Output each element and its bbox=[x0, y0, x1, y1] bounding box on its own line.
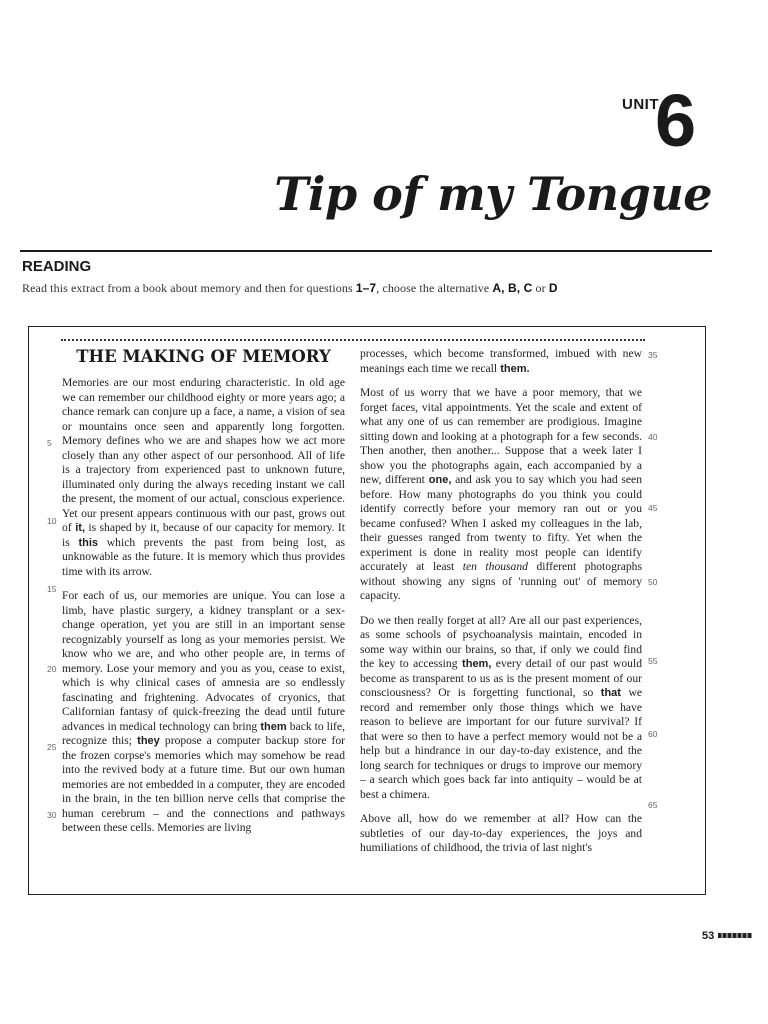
line-number: 40 bbox=[648, 432, 658, 442]
page-number: 53 bbox=[702, 930, 715, 942]
section-heading: READING bbox=[22, 258, 92, 275]
line-number: 5 bbox=[47, 438, 52, 448]
instructions-text-mid: , choose the alternative bbox=[376, 281, 490, 295]
instructions bbox=[22, 281, 558, 296]
line-number: 55 bbox=[648, 656, 658, 666]
article-column-right bbox=[360, 347, 642, 866]
line-number: 25 bbox=[47, 742, 57, 752]
article-paragraph: For each of us, our memories are unique. You can lose a limb, have plastic surgery, a kidney transplant or a sex-change operation, yet you are still in an important sense recognizably yourself as long as your memories persist. We know who we are, and who other people are, in terms of memory. Lose your memory and you as you, cease to exist, which is why clinical cases of amnesia are so endlessly fascinating and frightening. Advocates of cryonics, that Californian fantasy of quick-freezing the dead until future advances in medical technology can bring them back to life, recognize this; they propose a computer backup store for the frozen corpse's memories which may somehow be read into the revived body at a future time. But our own human memories are not embedded in a computer, they are encoded in the brain, in the ten billion nerve cells that comprise the human cerebrum – and the connections and pathways between these cells. Memories are living bbox=[62, 589, 345, 834]
line-number: 35 bbox=[648, 350, 658, 360]
line-number: 15 bbox=[47, 584, 57, 594]
line-number: 10 bbox=[47, 516, 57, 526]
line-number: 50 bbox=[648, 577, 658, 587]
line-number: 60 bbox=[648, 729, 658, 739]
instructions-or: or bbox=[535, 281, 546, 295]
article-paragraph: Most of us worry that we have a poor memory, that we forget faces, vital appointments. Yet the scale and extent of what any one of us can remember are prodigious. Imagine sitting down and looking at a photograph for a few seconds. Then another, then another... Suppose that a week later I show you the photographs again, each accompanied by a new, different one, and ask you to say which you had seen before. How many photographs do you think you could identify correctly before your memory ran out or you became confused? When I asked my colleagues in the lab, their guesses ranged from twenty to fifty. Yet when the experiment is done in reality most people can identify accurately at least ten thousand different photographs without showing any signs of 'running out' of memory capacity. bbox=[360, 386, 642, 602]
article-paragraph: Above all, how do we remember at all? How can the subtleties of our day-to-day experiences, the joys and humiliations of childhood, the trivia of last night's bbox=[360, 812, 642, 854]
question-range: 1–7 bbox=[355, 281, 377, 295]
title-rule bbox=[20, 250, 712, 252]
line-number: 45 bbox=[648, 503, 658, 513]
unit-title: Tip of my Tongue bbox=[274, 167, 712, 221]
page-mark bbox=[718, 933, 752, 938]
unit-label: UNIT bbox=[622, 96, 659, 113]
line-number: 30 bbox=[47, 810, 57, 820]
article-paragraph: Do we then really forget at all? Are all our past experiences, as some schools of psychoanalysis maintain, encoded in some way within our brains, so that, if only we could find the key to accessing them, every detail of our past would become as transparent to us as is the present moment of our consciousness? Or is forgetting functional, so that we record and remember only those things which we have reason to believe are important for our future survival? If that were so then to have a perfect memory would not be a help but a hindrance in our day-to-day existence, and the long search for techniques or drugs to improve our memory – a search which goes back far into antiquity – would be at best a chimera. bbox=[360, 613, 642, 801]
unit-number: 6 bbox=[655, 79, 697, 162]
line-number: 65 bbox=[648, 800, 658, 810]
article-paragraph: processes, which become transformed, imbued with new meanings each time we recall them. bbox=[360, 347, 642, 375]
article-title: THE MAKING OF MEMORY bbox=[76, 347, 331, 366]
choice-letters: A, B, C bbox=[492, 281, 533, 295]
line-number: 20 bbox=[47, 664, 57, 674]
choice-last: D bbox=[548, 281, 558, 295]
article-column-left bbox=[62, 376, 345, 846]
instructions-text: Read this extract from a book about memory and then for questions bbox=[22, 281, 353, 295]
dotted-rule bbox=[61, 339, 645, 341]
article-paragraph: Memories are our most enduring characteristic. In old age we can remember our childhood eighty or more years ago; a chance remark can conjure up a face, a name, a vision of sea or mountains once seen and apparently long forgotten. Memory defines who we are and shapes how we act more closely than any other aspect of our personhood. All of life is a trajectory from experienced past to unknown future, illuminated only during the always receding instant we call the present, the moment of our actual, conscious experience. Yet our present appears continuous with our past, grows out of it, is shaped by it, because of our capacity for memory. It is this which prevents the past from being lost, as unknowable as the future. It is memory which thus provides time with its arrow. bbox=[62, 376, 345, 578]
